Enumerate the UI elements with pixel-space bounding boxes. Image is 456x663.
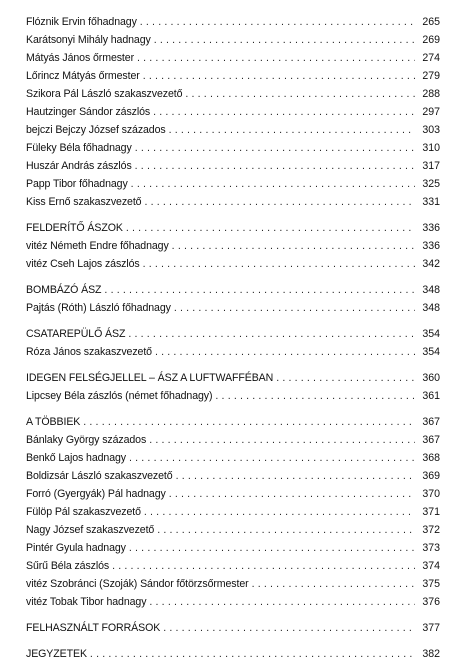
toc-entry [26,237,440,255]
toc-group [26,281,440,317]
toc-entry-label: Huszár András zászlós [26,160,132,172]
dot-leader [104,281,415,299]
spacer [26,273,440,281]
toc-entry-page: 368 [422,452,440,464]
dot-leader [131,175,415,193]
toc-entry [26,103,440,121]
toc-entry-page: 348 [422,302,440,314]
table-of-contents [26,13,440,663]
toc-entry-page: 288 [422,88,440,100]
toc-entry-label: Forró (Gyergyák) Pál hadnagy [26,488,166,500]
toc-entry-page: 376 [422,596,440,608]
dot-leader [129,449,415,467]
toc-entry [26,593,440,611]
toc-entry-label: Benkő Lajos hadnagy [26,452,126,464]
toc-entry-page: 371 [422,506,440,518]
dot-leader [135,139,415,157]
toc-section-heading [26,369,440,387]
dot-leader [276,369,415,387]
toc-entry [26,193,440,211]
dot-leader [90,645,415,663]
dot-leader [144,503,415,521]
toc-entry-page: 375 [422,578,440,590]
toc-entry-page: 310 [422,142,440,154]
toc-group [26,325,440,361]
toc-entry-page: 325 [422,178,440,190]
dot-leader [215,387,415,405]
dot-leader [129,539,415,557]
toc-section-label: IDEGEN FELSÉGJELLEL – ÁSZ A LUFTWAFFÉBAN [26,372,274,384]
toc-group [26,619,440,637]
toc-section-heading [26,281,440,299]
dot-leader [185,85,415,103]
dot-leader [126,219,415,237]
dot-leader [153,103,415,121]
toc-entry [26,121,440,139]
toc-entry-page: 367 [422,416,440,428]
toc-entry-page: 265 [422,16,440,28]
toc-entry [26,575,440,593]
dot-leader [137,49,415,67]
toc-entry-label: Fülöp Pál szakaszvezető [26,506,141,518]
toc-entry [26,13,440,31]
toc-section-label: JEGYZETEK [26,648,87,660]
dot-leader [140,13,415,31]
toc-entry [26,299,440,317]
toc-entry [26,157,440,175]
toc-entry [26,449,440,467]
toc-entry-page: 317 [422,160,440,172]
dot-leader [112,557,415,575]
toc-entry-page: 331 [422,196,440,208]
toc-entry-page: 370 [422,488,440,500]
toc-entry-label: Pajtás (Róth) László főhadnagy [26,302,171,314]
toc-section-label: BOMBÁZÓ ÁSZ [26,284,102,296]
toc-group [26,219,440,273]
toc-entry-label: Lőrincz Mátyás őrmester [26,70,140,82]
toc-entry-label: Kiss Ernő szakaszvezető [26,196,142,208]
toc-entry-page: 372 [422,524,440,536]
toc-section-label: A TÖBBIEK [26,416,81,428]
spacer [26,405,440,413]
toc-section-heading [26,219,440,237]
toc-entry-page: 348 [422,284,440,296]
toc-entry-label: Papp Tibor főhadnagy [26,178,128,190]
toc-entry-label: Füleky Béla főhadnagy [26,142,132,154]
toc-group [26,645,440,663]
toc-entry-page: 382 [422,648,440,660]
toc-section-heading [26,325,440,343]
toc-entry-label: Róza János szakaszvezető [26,346,152,358]
toc-entry [26,139,440,157]
toc-entry-label: Mátyás János őrmester [26,52,134,64]
toc-entry-page: 377 [422,622,440,634]
toc-entry-label: vitéz Szobránci (Szoják) Sándor főtörzsőrmester [26,578,249,590]
toc-entry-page: 342 [422,258,440,270]
dot-leader [149,431,415,449]
toc-section-heading [26,413,440,431]
toc-entry [26,467,440,485]
spacer [26,637,440,645]
dot-leader [128,325,415,343]
dot-leader [83,413,415,431]
spacer [26,361,440,369]
toc-entry-label: vitéz Tobak Tibor hadnagy [26,596,147,608]
toc-entry-page: 374 [422,560,440,572]
toc-group [26,369,440,405]
toc-section-label: CSATAREPÜLŐ ÁSZ [26,328,126,340]
toc-entry-label: Karátsonyi Mihály hadnagy [26,34,151,46]
toc-entry [26,485,440,503]
toc-section-label: FELHASZNÁLT FORRÁSOK [26,622,161,634]
toc-entry [26,539,440,557]
toc-entry-label: bejczi Bejczy József százados [26,124,166,136]
toc-entry-page: 354 [422,328,440,340]
toc-entry [26,31,440,49]
toc-entry-label: Hautzinger Sándor zászlós [26,106,151,118]
toc-entry-label: Flóznik Ervin főhadnagy [26,16,137,28]
toc-entry-label: Lipcsey Béla zászlós (német főhadnagy) [26,390,213,402]
dot-leader [172,237,415,255]
toc-entry-label: Bánlaky György százados [26,434,147,446]
toc-section-label: FELDERÍTŐ ÁSZOK [26,222,123,234]
toc-entry [26,503,440,521]
dot-leader [143,255,415,273]
toc-entry-label: Pintér Gyula hadnagy [26,542,126,554]
dot-leader [252,575,415,593]
dot-leader [176,467,415,485]
dot-leader [157,521,415,539]
dot-leader [143,67,415,85]
toc-entry-page: 361 [422,390,440,402]
toc-entry-page: 297 [422,106,440,118]
dot-leader [163,619,415,637]
toc-entry [26,67,440,85]
dot-leader [169,121,415,139]
toc-section-heading [26,645,440,663]
toc-group [26,13,440,211]
toc-entry [26,557,440,575]
toc-entry [26,431,440,449]
toc-entry-page: 303 [422,124,440,136]
toc-entry-label: vitéz Cseh Lajos zászlós [26,258,140,270]
dot-leader [154,31,415,49]
toc-entry-page: 336 [422,240,440,252]
dot-leader [149,593,415,611]
toc-group [26,413,440,611]
toc-entry-page: 360 [422,372,440,384]
toc-entry-page: 373 [422,542,440,554]
dot-leader [169,485,415,503]
toc-entry [26,343,440,361]
toc-entry-label: Nagy József szakaszvezető [26,524,155,536]
toc-entry-page: 354 [422,346,440,358]
toc-entry-label: vitéz Németh Endre főhadnagy [26,240,169,252]
spacer [26,317,440,325]
toc-entry-page: 367 [422,434,440,446]
toc-entry [26,49,440,67]
toc-entry-label: Sűrű Béla zászlós [26,560,110,572]
toc-entry-page: 336 [422,222,440,234]
toc-entry [26,85,440,103]
dot-leader [135,157,415,175]
toc-entry [26,521,440,539]
toc-entry [26,175,440,193]
toc-entry-label: Boldizsár László szakaszvezető [26,470,173,482]
toc-entry-page: 269 [422,34,440,46]
toc-entry-page: 369 [422,470,440,482]
spacer [26,611,440,619]
toc-entry-label: Szikora Pál László szakaszvezető [26,88,183,100]
dot-leader [174,299,415,317]
toc-section-heading [26,619,440,637]
toc-entry-page: 279 [422,70,440,82]
toc-entry [26,255,440,273]
toc-entry-page: 274 [422,52,440,64]
dot-leader [155,343,415,361]
dot-leader [144,193,415,211]
toc-entry [26,387,440,405]
spacer [26,211,440,219]
